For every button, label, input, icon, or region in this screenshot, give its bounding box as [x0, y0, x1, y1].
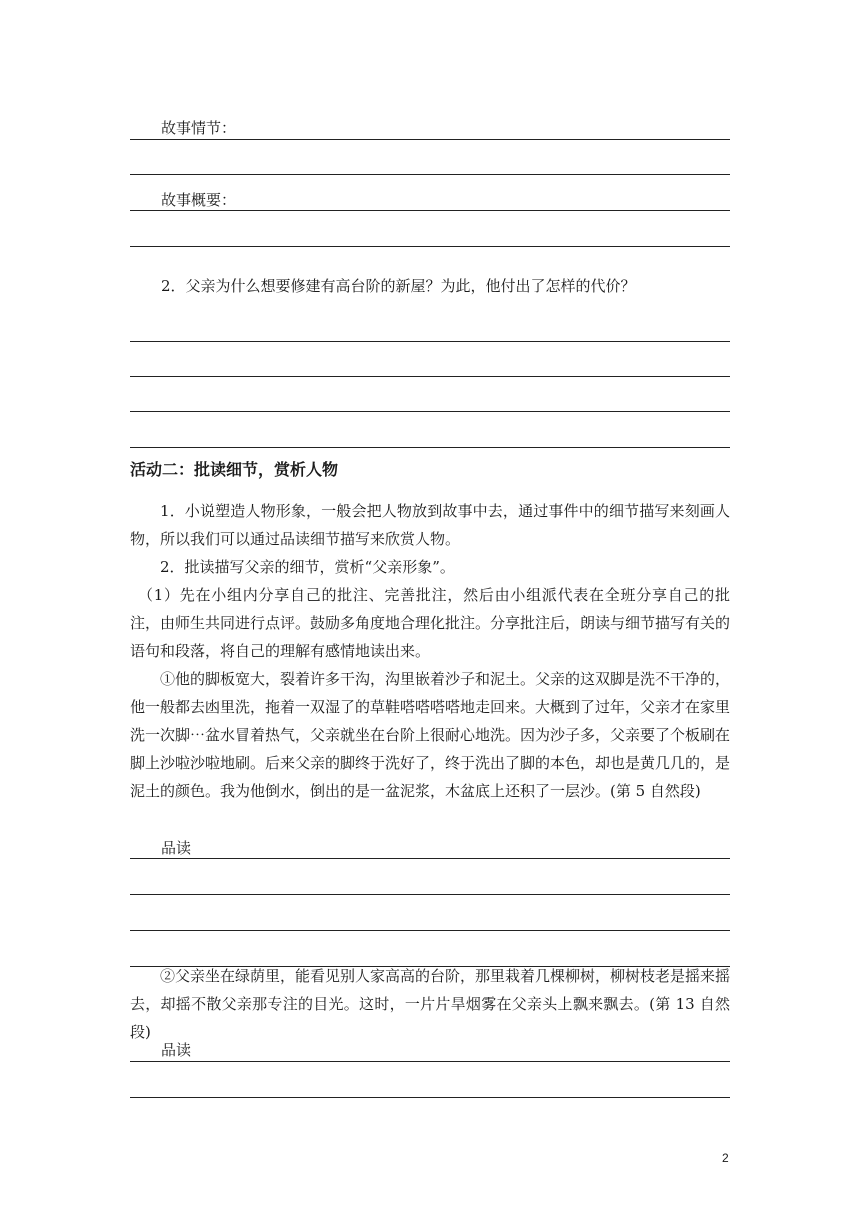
answer-line	[130, 1061, 730, 1062]
answer-line	[130, 411, 730, 412]
activity-heading: 活动二：批读细节，赏析人物	[130, 460, 339, 479]
answer-line	[130, 246, 730, 247]
answer-line	[130, 930, 730, 931]
instruction-paragraph-2: 2．批读描写父亲的细节，赏析“父亲形象”。	[160, 558, 455, 576]
answer-line	[130, 210, 730, 211]
excerpt-2-block	[130, 962, 730, 1046]
instruction-paragraph-3: （1）先在小组内分享自己的批注、完善批注，然后由小组派代表在全班分享自己的批注，由师生共同进行点评。鼓励多角度地合理化批注。分享批注后，朗读与细节描写有关的语句和段落，将自己的理解有感情地读出来。	[130, 586, 731, 660]
answer-line	[130, 341, 730, 342]
answer-line	[130, 376, 730, 377]
excerpt-2: ②父亲坐在绿荫里，能看见别人家高高的台阶，那里栽着几棵柳树，柳树枝老是摇来摇去，却摇不散父亲那专注的目光。这时，一片片旱烟雾在父亲头上飘来飘去。(第 13 自然段)	[130, 967, 731, 1041]
instruction-block	[130, 497, 730, 805]
plot-label: 故事情节：	[161, 119, 237, 137]
answer-line	[130, 858, 730, 859]
answer-line	[130, 139, 730, 140]
instruction-paragraph-1: 1．小说塑造人物形象，一般会把人物放到故事中去，通过事件中的细节描写来刻画人物，所以我们可以通过品读细节描写来欣赏人物。	[130, 502, 730, 548]
excerpt-1: ①他的脚板宽大，裂着许多干沟，沟里嵌着沙子和泥土。父亲的这双脚是洗不干净的，他一般都去凼里洗，拖着一双湿了的草鞋嗒嗒嗒嗒地走回来。大概到了过年，父亲才在家里洗一次脚⋯盆水冒着热气，父亲就坐在台阶上很耐心地洗。因为沙子多，父亲要了个板刷在脚上沙啦沙啦地刷。后来父亲的脚终于洗好了，终于洗出了脚的本色，却也是黄几几的，是泥土的颜色。我为他倒水，倒出的是一盆泥浆，木盆底上还积了一层沙。(第 5 自然段)	[130, 670, 731, 800]
answer-line	[130, 894, 730, 895]
answer-line	[130, 174, 730, 175]
summary-label: 故事概要：	[161, 191, 237, 209]
answer-line	[130, 1097, 730, 1098]
question-2: 2．父亲为什么想要修建有高台阶的新屋？为此，他付出了怎样的代价？	[161, 277, 636, 295]
answer-line	[130, 447, 730, 448]
read-label-1: 品读	[161, 839, 192, 857]
page-number: 2	[722, 1151, 729, 1165]
read-label-2: 品读	[161, 1041, 192, 1059]
